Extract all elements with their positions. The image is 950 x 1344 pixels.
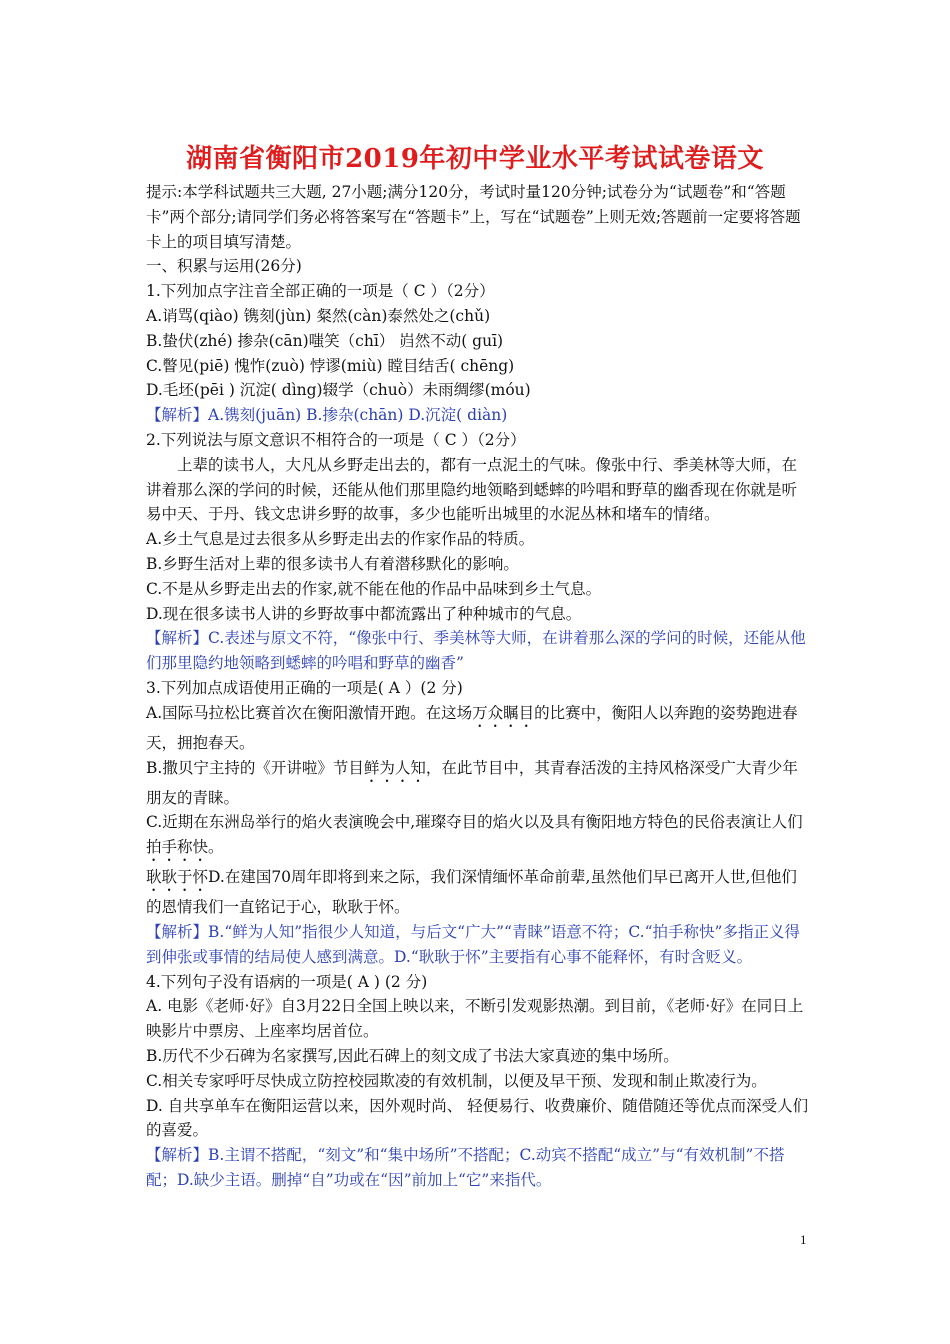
stem-text: ) (2 分) (368, 972, 428, 991)
dotted-idiom: 鲜为人知 (363, 758, 426, 777)
question-2-stem (146, 428, 812, 453)
dotted-idiom: 拍手称快 (146, 838, 209, 857)
stem-text: 1.下列加点字注音全部正确的一项是（ (146, 282, 414, 301)
dotted-idiom: 耿耿于怀 (146, 868, 209, 887)
option-text: B.撒贝宁主持的《开讲啦》节目 (146, 758, 364, 777)
option-text: D.在建国70周年即将到来之际，我们深情缅怀革命前辈,虽然他们早已离开人世,但他们的恩情我们一直铭记于心，耿耿于怀。 (146, 868, 797, 917)
dotted-idiom: 万众瞩目 (472, 703, 535, 722)
option-c: C.不是从乡野走出去的作家,就不能在他的作品中品味到乡土气息。 (146, 579, 602, 598)
stem-text: ）（2分） (425, 282, 495, 301)
answer-letter: A (357, 972, 369, 991)
option-a: A.乡土气息是过去很多从乡野走出去的作家作品的特质。 (146, 530, 535, 549)
stem-text: 4.下列句子没有语病的一项是( (146, 972, 358, 991)
analysis-text: 【解析】A.镌刻(juān) B.掺杂(chān) D.沉淀( diàn) (146, 406, 508, 425)
option-c: C.瞥见(piē) 愧怍(zuò) 悖谬(miù) 瞠目结舌( chēng) (146, 356, 515, 375)
option-text: 。 (208, 838, 224, 857)
answer-letter: A (388, 678, 400, 697)
question-4-stem (146, 970, 812, 995)
option-text: A.国际马拉松比赛首次在衡阳激情开跑。在这场 (146, 703, 473, 722)
question-3-stem (146, 676, 812, 701)
option-text: ，在此节目中，其青春活泼的主持风格深受广大青少年朋友的青睐。 (146, 758, 798, 807)
option-a (146, 701, 812, 756)
option-b: B.历代不少石碑为名家撰写,因此石碑上的刻文成了书法大家真迹的集中场所。 (146, 1046, 679, 1065)
section-heading: 一、积累与运用(26分) (146, 257, 302, 276)
option-text: C.近期在东洲岛举行的焰火表演晚会中,璀璨夺目的焰火以及具有衡阳地方特色的民俗表演让人们 (146, 813, 803, 832)
page-title: 湖南省衡阳市2019年初中学业水平考试试卷语文 (186, 144, 764, 174)
option-d: D.现在很多读书人讲的乡野故事中都流露出了种种城市的气息。 (146, 604, 582, 623)
stem-text: ）(2 分) (399, 678, 463, 697)
option-d (146, 865, 812, 920)
analysis-text: 【解析】C.表述与原文不符，“像张中行、季美林等大师，在讲着那么深的学问的时候，还能从他们那里隐约地领略到蟋蟀的吟唱和野草的幽香” (146, 629, 806, 673)
question-1-stem (146, 279, 812, 304)
option-b: B.乡野生活对上辈的很多读书人有着潜移默化的影响。 (146, 554, 519, 573)
option-d: D.毛坯(pēi ) 沉淀( dìng)辍学（chuò）未雨绸缪(móu) (146, 381, 531, 400)
stem-text: 3.下列加点成语使用正确的一项是( (146, 678, 389, 697)
analysis-text: 【解析】B.“鲜为人知”指很少人知道，与后文“广大”“青睐”语意不符；C.“拍手称快”多指正义得到伸张或事情的结局使人感到满意。D.“耿耿于怀”主要指有心事不能释怀，有时含贬义。 (146, 922, 800, 966)
option-text: 的比赛中，衡阳人以奔跑的姿势跑进春天，拥抱春天。 (146, 703, 798, 752)
stem-text: 2.下列说法与原文意识不相符合的一项是（ (146, 430, 445, 449)
exam-notice: 提示:本学科试题共三大题, 27小题;满分120分，考试时量120分钟;试卷分为“试题卷”和“答题卡”两个部分;请同学们务必将答案写在“答题卡”上，写在“试题卷”上则无效;答题前一定要将答题卡上的项目填写清楚。 (146, 183, 801, 251)
analysis-text: 【解析】B.主谓不搭配，“刻文”和“集中场所”不搭配；C.动宾不搭配“成立”与“有效机制”不搭配；D.缺少主语。删掉“自”功或在“因”前加上“它”来指代。 (146, 1146, 785, 1189)
option-d: D. 自共享单车在衡阳运营以来，因外观时尚、 轻便易行、收费廉价、随借随还等优点而深受人们的喜爱。 (146, 1096, 809, 1140)
option-b: B.蛰伏(zhé) 掺杂(cān)嗤笑（chī） 岿然不动( guī) (146, 331, 504, 350)
page-number: 1 (800, 1232, 807, 1247)
option-a: A.诮骂(qiào) 镌刻(jùn) 粲然(càn)泰然处之(chǔ) (146, 306, 491, 325)
option-c: C.相关专家呼吁尽快成立防控校园欺凌的有效机制，以便及早干预、发现和制止欺凌行为。 (146, 1071, 767, 1090)
option-a: A. 电影《老师·好》自3月22日全国上映以来，不断引发观影热潮。到目前，《老师·好》在同日上映影片中票房、上座率均居首位。 (146, 997, 804, 1041)
stem-text: ）（2分） (456, 430, 526, 449)
reading-passage: 上辈的读书人，大凡从乡野走出去的，都有一点泥土的气味。像张中行、季美林等大师，在讲着那么深的学问的时候，还能从他们那里隐约地领略到蟋蟀的吟唱和野草的幽香现在你就是听易中天、于丹、钱文忠讲乡野的故事，多少也能听出城里的水泥丛林和堵车的情绪。 (146, 455, 798, 524)
answer-letter: C (413, 282, 426, 301)
document-body (146, 180, 812, 1193)
answer-letter: C (444, 430, 457, 449)
option-b (146, 756, 812, 811)
option-c (146, 810, 812, 865)
